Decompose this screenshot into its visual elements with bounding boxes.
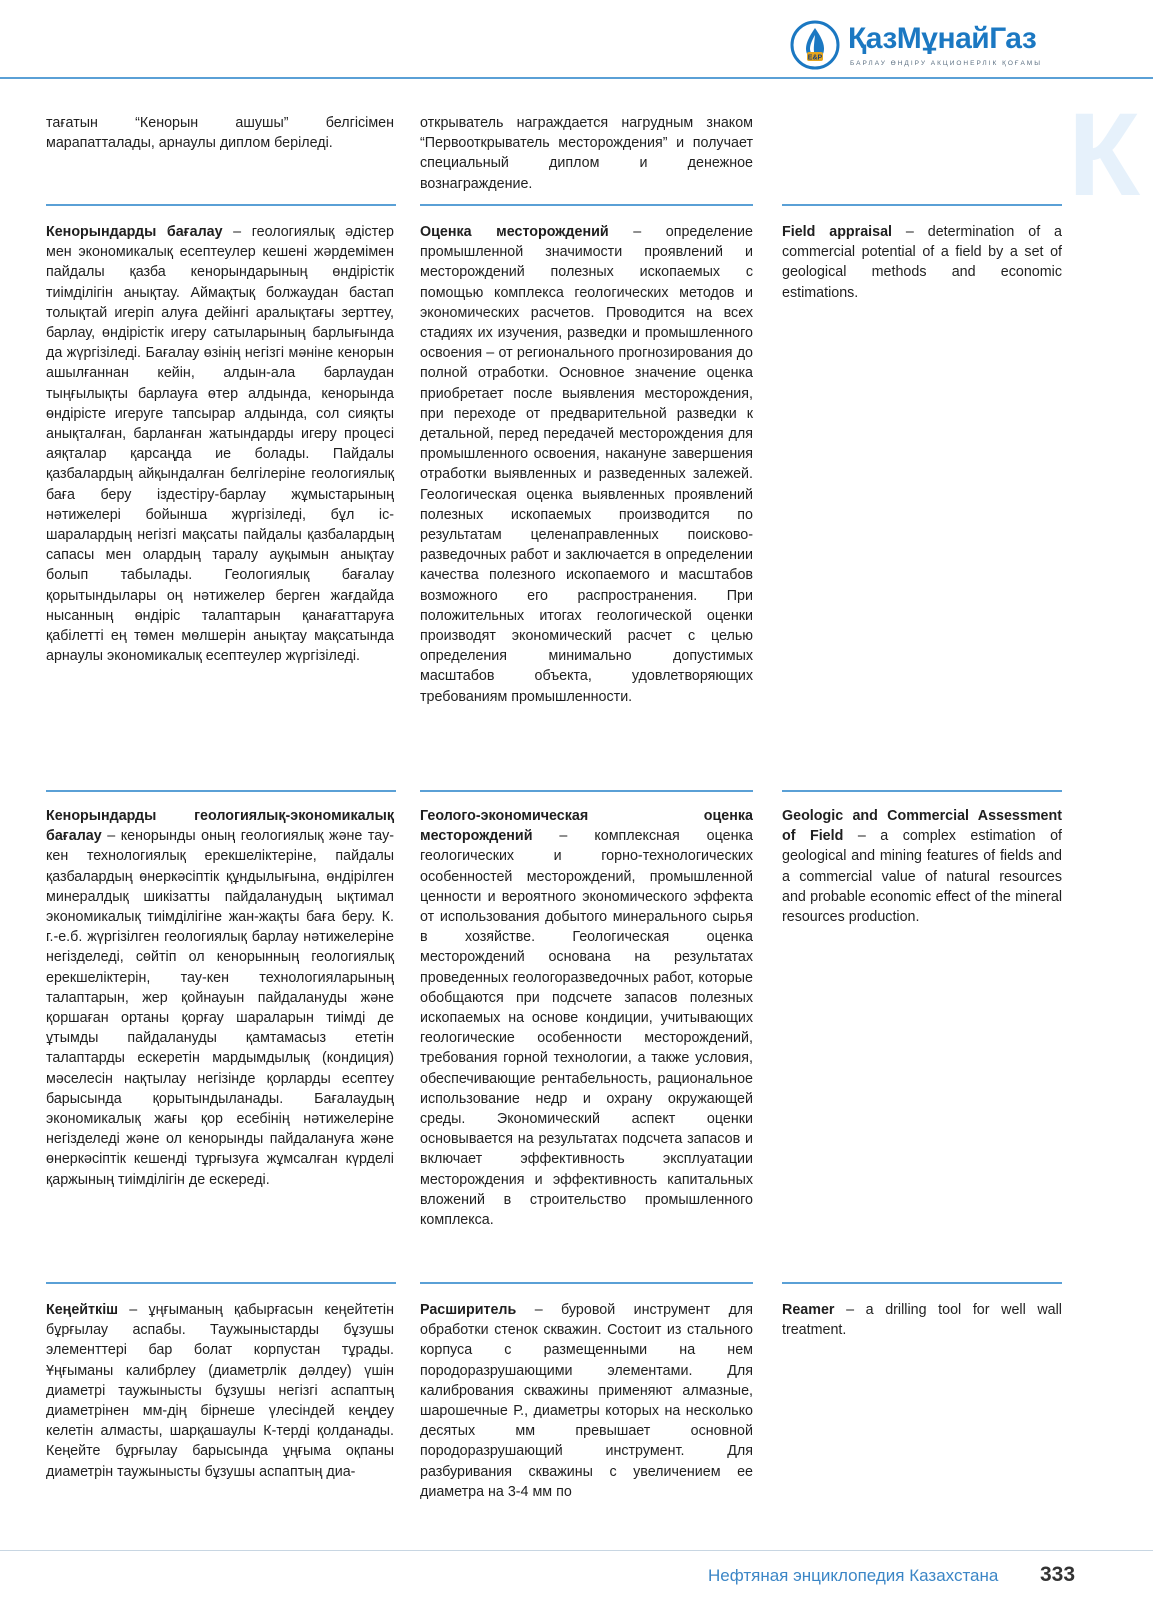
footer-rule [0,1550,1153,1551]
entry-definition-ru: – буровой инструмент для обработки стенок скважин. Состоит из стального корпуса с размещенными на нем породоразрушающими элементами. Для калибрования скважины применяют алмазные, шарошечные Р., диаметры которых на несколько десятых мм превышает основной породоразрушающий инструмент. Для разбуривания скважины с увеличением ее диаметра на 3-4 мм по [420,1302,753,1500]
entry-term-kz: Кенорындарды геологиялық-экономикалық бағалау [46,808,394,845]
svg-text:E&P: E&P [807,54,823,62]
entry-kz [46,222,394,666]
entry-kz [46,1300,394,1482]
section-rule [46,1282,396,1284]
entry-term-kz: Кенорындарды бағалау [46,224,223,240]
entry-term-en: Field appraisal [782,224,893,240]
entry-kz [46,806,394,1190]
entry-term-ru: Расширитель [420,1302,517,1318]
entry-definition-kz: – кенорынды оның геологиялық және тау-кен технологиялық ерекшеліктеріне, пайдалы қазбалардың өнеркәсіптік құндылығына, өндірілген минералдық шикізатты пайдаланудың ықтимал экономикалық тиімділігіне жан-жақты баға беру. К. г.-е.б. жүргізілген геологиялық барлау нәтижелеріне негізделеді, сөйтіп ол кенорынның геологиялық ерекшеліктерін, тау-кен технологияларының талаптарын, жер қойнауын пайдалануды және қоршаған ортаны қорғау шараларын тиімді де ұтымды пайдалануды қамтамасыз ететін талаптарды ескеретін мардымдылық (кондиция) мәселесін нақтылау негізінде қорларды есептеу барысында қорытындыланады. Бағалаудың экономикалық жағы қор есебінің нәтижелеріне негізделеді және ол кенорынды пайдалануға және өнеркәсіптік кешенді тұрғызуға жұмсалған күрделі қаржының тиімділігін де ескереді. [46,828,394,1188]
entry-ru [420,222,753,707]
entry-term-ru: Геолого-экономическая оценка месторождений [420,808,753,845]
entry-ru [420,806,753,1230]
entry-en [782,806,1062,927]
section-rule [420,1282,753,1284]
section-rule [46,790,396,792]
entry-definition-kz: – геологиялық әдістер мен экономикалық есептеулер кешені жәрдемімен пайдалы қазба кенорындарының өндірістік тиімділігін анықтау. Аймақтық болжаудан бастап толықтай игеріп алуға дейінгі аралықтағы зерттеу, барлау, өндірістік игеру сатыларының барлығында да жүргізіледі. Бағалау өзінің негізгі мәніне кенорын ашылғаннан кейін, алдын-ала барлаудан тыңғылықты барлауға өтер алдында, кенорында өндірісте игеруге тапсырар алдында, сол сияқты анықталған, барланған жатындарды игеру процесі аяқталар қарсаңда ие болады. Пайдалы қазбалардың айқындалған белгілеріне геологиялық баға беру іздестіру-барлау жұмыстарының нәтижелері бойынша жүргізіледі, бұл іс-шаралардың негізгі мақсаты пайдалы қазбалардың сапасы мен олардың таралу ауқымын анықтау болып табылады. Геологиялық бағалау қорытындылары оң нәтижелер берген жағдайда нысанның өндіріс талаптарын қанағаттаруға қабілетті ең төмен мөлшерін анықтау мақсатында арнаулы экономикалық есептеулер жүргізіледі. [46,224,394,665]
entry-term-en: Geologic and Commercial Assessment of Field [782,808,1062,845]
header-rule [0,77,1153,79]
entry-term-en: Reamer [782,1302,835,1318]
intro-ru: открыватель награждается нагрудным знаком “Первооткрыватель месторождения” и получает специальный диплом и денежное вознаграждение. [420,115,753,192]
footer-title: Нефтяная энциклопедия Казахстана [708,1566,999,1585]
entry-definition-en: – a drilling tool for well wall treatment. [782,1302,1062,1339]
section-rule [420,204,753,206]
section-rule [46,204,396,206]
entry-ru [420,1300,753,1502]
kmg-logo [790,18,1070,76]
section-letter: К [1068,89,1141,221]
intro-kz: тағатын “Кенорын ашушы” белгісімен марапатталады, арнаулы диплом беріледі. [46,115,394,152]
section-rule [782,790,1062,792]
brand-subtitle: БАРЛАУ ӨНДІРУ АКЦИОНЕРЛІК ҚОҒАМЫ [850,60,1042,67]
entry-term-ru: Оценка месторождений [420,224,609,240]
page-number: 333 [1040,1563,1076,1586]
entry-definition-en: – a complex estimation of geological and mining features of fields and a commercial value of natural resources and probable economic effect of the mineral resources production. [782,828,1062,926]
entry-definition-ru: – комплексная оценка геологических и горно-технологических особенностей месторождений, промышленной ценности и вероятного экономического эффекта от использования добытого минерального сырья в хозяйстве. Геологическая оценка месторождений основана на результатах проведенных геологоразведочных работ, которые обобщаются при подсчете запасов полезных ископаемых на основе кондиции, учитывающих геологические особенности месторождений, требования горной технологии, а также условия, обеспечивающие рентабельность, рациональное использование недр и охрану окружающей среды. Экономический аспект оценки основывается на результатах подсчета запасов и включает эффективность эксплуатации месторождения и эффективность капитальных вложений в строительство промышленного комплекса. [420,828,753,1229]
entry-definition-kz: – ұңғыманың қабырғасын кеңейтетін бұрғылау аспабы. Таужыныстарды бұзушы элементтері бар болат корпустан тұрады. Ұңғыманы калибрлеу (диаметрлік дәлдеу) үшін диаметрі таужынысты бұзушы негізгі аспаптың диаметрінен мм-дің бірнеше үлесіндей кеңдеу келетін алмасты, шарқашаулы К-терді қолданады. Кеңейте бұрғылау барысында ұңғыма оқпаны диаметрін таужынысты бұзушы аспаптың диа- [46,1302,394,1480]
section-rule [782,1282,1062,1284]
entry-en [782,222,1062,303]
entry-term-kz: Кеңейткіш [46,1302,119,1318]
brand-name: ҚазМұнайГаз [848,22,1037,55]
entry-en [782,1300,1062,1340]
section-rule [782,204,1062,206]
entry-definition-ru: – определение промышленной значимости проявлений и месторождений полезных ископаемых с помощью комплекса геологических методов и экономических расчетов. Проводится на всех стадиях их изучения, разведки и промышленного освоения – от регионального прогнозирования до полной отработки. Основное значение оценка приобретает после выявления месторождения, при переходе от предварительной разведки к детальной, перед передачей месторождения для промышленного освоения, накануне завершения отработки выявленных и разведенных залежей. Геологическая оценка выявленных проявлений полезных ископаемых производится по результатам целенаправленных поисково-разведочных работ и заключается в определении качества полезного ископаемого и масштабов возможного его распространения. При положительных итогах геологической оценки производят экономический расчет с целью определения минимально допустимых масштабов объекта, удовлетворяющих требованиям промышленности. [420,224,753,705]
kmg-emblem-icon [790,20,840,70]
entry-definition-en: – determination of a commercial potential of a field by a set of geological methods and economic estimations. [782,224,1062,301]
section-rule [420,790,753,792]
